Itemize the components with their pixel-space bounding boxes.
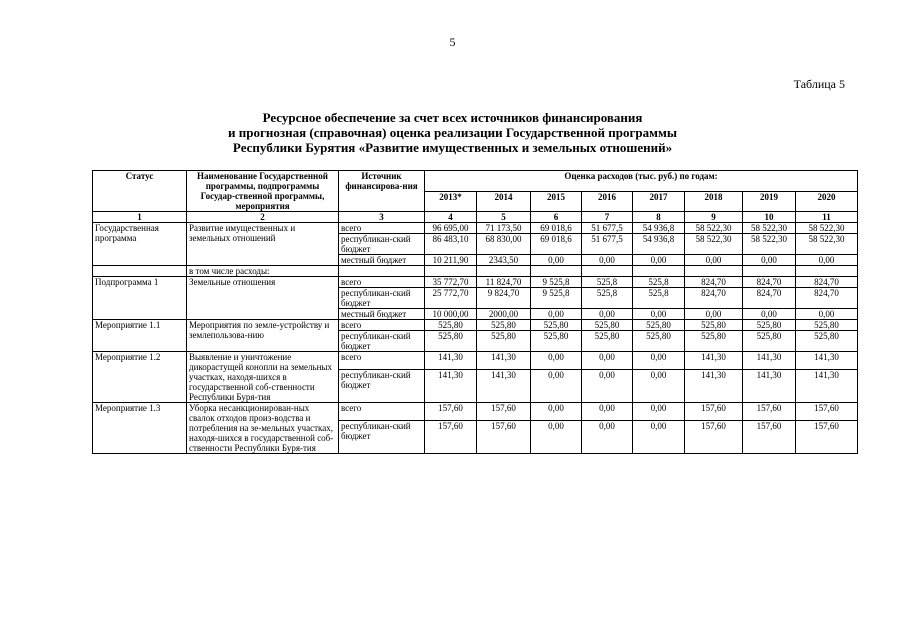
value-cell: 525,80 bbox=[743, 331, 796, 352]
value-cell: 141,30 bbox=[425, 369, 477, 402]
value-cell: 141,30 bbox=[743, 352, 796, 370]
value-cell: 0,00 bbox=[531, 255, 582, 266]
header-status: Статус bbox=[93, 171, 187, 212]
table-row bbox=[93, 320, 858, 331]
value-cell: 157,60 bbox=[425, 403, 477, 421]
value-cell: 25 772,70 bbox=[425, 288, 477, 309]
value-cell: 96 695,00 bbox=[425, 223, 477, 234]
value-cell: 0,00 bbox=[685, 309, 743, 320]
value-cell: 2000,00 bbox=[477, 309, 531, 320]
value-cell: 141,30 bbox=[477, 352, 531, 370]
column-index-row bbox=[93, 212, 858, 223]
header-year: 2015 bbox=[531, 191, 582, 212]
header-year: 2016 bbox=[582, 191, 633, 212]
value-cell: 0,00 bbox=[582, 420, 633, 453]
row-source: республикан-ский бюджет bbox=[339, 331, 425, 352]
value-cell bbox=[477, 266, 531, 277]
row-source: всего bbox=[339, 403, 425, 421]
column-index: 9 bbox=[685, 212, 743, 223]
row-name: Земельные отношения bbox=[187, 277, 339, 320]
column-index: 10 bbox=[743, 212, 796, 223]
value-cell: 525,80 bbox=[685, 331, 743, 352]
column-index: 2 bbox=[187, 212, 339, 223]
row-source: республикан-ский бюджет bbox=[339, 369, 425, 402]
value-cell: 157,60 bbox=[796, 403, 858, 421]
table-row bbox=[93, 403, 858, 421]
value-cell: 69 018,6 bbox=[531, 234, 582, 255]
value-cell: 0,00 bbox=[582, 352, 633, 370]
row-name: в том числе расходы: bbox=[187, 266, 339, 277]
value-cell: 157,60 bbox=[796, 420, 858, 453]
value-cell: 525,80 bbox=[685, 320, 743, 331]
row-source: республикан-ский бюджет bbox=[339, 234, 425, 255]
value-cell: 525,80 bbox=[582, 320, 633, 331]
value-cell: 157,60 bbox=[685, 420, 743, 453]
value-cell bbox=[633, 266, 685, 277]
column-index: 1 bbox=[93, 212, 187, 223]
value-cell: 69 018,6 bbox=[531, 223, 582, 234]
value-cell: 525,8 bbox=[582, 288, 633, 309]
value-cell: 141,30 bbox=[743, 369, 796, 402]
value-cell bbox=[685, 266, 743, 277]
header-estimate: Оценка расходов (тыс. руб.) по годам: bbox=[425, 171, 858, 192]
value-cell: 9 525,8 bbox=[531, 277, 582, 288]
value-cell: 0,00 bbox=[582, 255, 633, 266]
value-cell: 58 522,30 bbox=[743, 223, 796, 234]
row-source: всего bbox=[339, 223, 425, 234]
row-status: Мероприятие 1.1 bbox=[93, 320, 187, 352]
value-cell: 58 522,30 bbox=[685, 223, 743, 234]
value-cell: 525,8 bbox=[633, 277, 685, 288]
value-cell: 0,00 bbox=[633, 309, 685, 320]
value-cell: 525,80 bbox=[425, 320, 477, 331]
row-status: Подпрограмма 1 bbox=[93, 277, 187, 320]
title-line-3: Республики Бурятия «Развитие имущественных и земельных отношений» bbox=[232, 140, 673, 155]
column-index: 7 bbox=[582, 212, 633, 223]
value-cell bbox=[425, 266, 477, 277]
value-cell: 141,30 bbox=[685, 352, 743, 370]
column-index: 8 bbox=[633, 212, 685, 223]
table-row bbox=[93, 266, 858, 277]
value-cell: 0,00 bbox=[633, 255, 685, 266]
row-status: Мероприятие 1.2 bbox=[93, 352, 187, 403]
value-cell: 525,80 bbox=[477, 331, 531, 352]
value-cell: 824,70 bbox=[743, 288, 796, 309]
row-status: Мероприятие 1.3 bbox=[93, 403, 187, 454]
value-cell: 0,00 bbox=[796, 309, 858, 320]
value-cell: 0,00 bbox=[633, 420, 685, 453]
document-title bbox=[0, 110, 905, 155]
value-cell: 51 677,5 bbox=[582, 223, 633, 234]
value-cell: 525,80 bbox=[531, 320, 582, 331]
value-cell: 68 830,00 bbox=[477, 234, 531, 255]
table-row bbox=[93, 223, 858, 234]
value-cell: 58 522,30 bbox=[743, 234, 796, 255]
value-cell: 525,80 bbox=[582, 331, 633, 352]
value-cell: 0,00 bbox=[531, 309, 582, 320]
table-body bbox=[93, 223, 858, 454]
value-cell: 10 211,90 bbox=[425, 255, 477, 266]
value-cell: 0,00 bbox=[796, 255, 858, 266]
value-cell: 0,00 bbox=[633, 369, 685, 402]
table-label: Таблица 5 bbox=[793, 77, 845, 91]
header-year: 2020 bbox=[796, 191, 858, 212]
value-cell: 0,00 bbox=[531, 403, 582, 421]
value-cell: 157,60 bbox=[685, 403, 743, 421]
value-cell: 824,70 bbox=[685, 277, 743, 288]
value-cell: 0,00 bbox=[685, 255, 743, 266]
value-cell: 2343,50 bbox=[477, 255, 531, 266]
row-source: всего bbox=[339, 352, 425, 370]
row-status bbox=[93, 266, 187, 277]
value-cell: 10 000,00 bbox=[425, 309, 477, 320]
header-year: 2014 bbox=[477, 191, 531, 212]
value-cell: 141,30 bbox=[796, 369, 858, 402]
column-index: 5 bbox=[477, 212, 531, 223]
header-name: Наименование Государственной программы, подпрограммы Государ-ственной программы, мероприятия bbox=[187, 171, 339, 212]
row-status: Государственная программа bbox=[93, 223, 187, 266]
row-source: местный бюджет bbox=[339, 255, 425, 266]
value-cell: 0,00 bbox=[633, 403, 685, 421]
value-cell: 824,70 bbox=[796, 277, 858, 288]
value-cell: 157,60 bbox=[477, 403, 531, 421]
value-cell: 525,80 bbox=[743, 320, 796, 331]
value-cell: 0,00 bbox=[531, 420, 582, 453]
value-cell: 58 522,30 bbox=[796, 234, 858, 255]
page-number: 5 bbox=[449, 35, 456, 49]
table-row bbox=[93, 277, 858, 288]
row-source: республикан-ский бюджет bbox=[339, 288, 425, 309]
value-cell: 35 772,70 bbox=[425, 277, 477, 288]
column-index: 11 bbox=[796, 212, 858, 223]
row-source bbox=[339, 266, 425, 277]
row-name: Развитие имущественных и земельных отношений bbox=[187, 223, 339, 266]
row-source: всего bbox=[339, 277, 425, 288]
value-cell: 86 483,10 bbox=[425, 234, 477, 255]
value-cell: 0,00 bbox=[743, 309, 796, 320]
value-cell: 0,00 bbox=[633, 352, 685, 370]
value-cell bbox=[531, 266, 582, 277]
value-cell: 157,60 bbox=[743, 420, 796, 453]
value-cell: 141,30 bbox=[796, 352, 858, 370]
table-row bbox=[93, 352, 858, 370]
column-index: 4 bbox=[425, 212, 477, 223]
value-cell: 824,70 bbox=[796, 288, 858, 309]
value-cell: 51 677,5 bbox=[582, 234, 633, 255]
row-source: местный бюджет bbox=[339, 309, 425, 320]
value-cell: 824,70 bbox=[743, 277, 796, 288]
row-source: всего bbox=[339, 320, 425, 331]
value-cell: 54 936,8 bbox=[633, 234, 685, 255]
value-cell: 0,00 bbox=[582, 369, 633, 402]
value-cell: 157,60 bbox=[477, 420, 531, 453]
value-cell: 141,30 bbox=[685, 369, 743, 402]
value-cell: 11 824,70 bbox=[477, 277, 531, 288]
column-index: 6 bbox=[531, 212, 582, 223]
value-cell bbox=[743, 266, 796, 277]
value-cell: 525,80 bbox=[477, 320, 531, 331]
value-cell: 525,80 bbox=[796, 320, 858, 331]
value-cell: 525,80 bbox=[531, 331, 582, 352]
value-cell: 9 824,70 bbox=[477, 288, 531, 309]
row-name: Мероприятия по земле-устройству и землепользова-нию bbox=[187, 320, 339, 352]
value-cell: 525,80 bbox=[633, 331, 685, 352]
header-year: 2017 bbox=[633, 191, 685, 212]
value-cell: 0,00 bbox=[531, 369, 582, 402]
value-cell: 0,00 bbox=[743, 255, 796, 266]
value-cell: 58 522,30 bbox=[685, 234, 743, 255]
header-year: 2018 bbox=[685, 191, 743, 212]
resource-table bbox=[92, 170, 858, 454]
value-cell: 157,60 bbox=[425, 420, 477, 453]
value-cell: 525,80 bbox=[633, 320, 685, 331]
value-cell: 9 525,8 bbox=[531, 288, 582, 309]
value-cell: 525,8 bbox=[633, 288, 685, 309]
value-cell: 71 173,50 bbox=[477, 223, 531, 234]
row-name: Выявление и уничтожение дикорастущей конопли на земельных участках, находя-шихся в государственной соб-ственности Республики Буря-тия bbox=[187, 352, 339, 403]
value-cell bbox=[796, 266, 858, 277]
row-name: Уборка несанкционирован-ных свалок отходов произ-водства и потребления на зе-мельных участках, находя-шихся в государственной соб-ственности Республики Буря-тия bbox=[187, 403, 339, 454]
title-line-1: Ресурсное обеспечение за счет всех источников финансирования bbox=[262, 110, 643, 125]
value-cell: 54 936,8 bbox=[633, 223, 685, 234]
value-cell bbox=[582, 266, 633, 277]
header-year: 2019 bbox=[743, 191, 796, 212]
value-cell: 824,70 bbox=[685, 288, 743, 309]
value-cell: 0,00 bbox=[582, 309, 633, 320]
value-cell: 141,30 bbox=[477, 369, 531, 402]
value-cell: 157,60 bbox=[743, 403, 796, 421]
header-year: 2013* bbox=[425, 191, 477, 212]
value-cell: 525,8 bbox=[582, 277, 633, 288]
row-source: республикан-ский бюджет bbox=[339, 420, 425, 453]
value-cell: 141,30 bbox=[425, 352, 477, 370]
value-cell: 0,00 bbox=[582, 403, 633, 421]
header-source: Источник финансирова-ния bbox=[339, 171, 425, 212]
title-line-2: и прогнозная (справочная) оценка реализации Государственной программы bbox=[228, 125, 677, 140]
value-cell: 525,80 bbox=[425, 331, 477, 352]
value-cell: 525,80 bbox=[796, 331, 858, 352]
column-index: 3 bbox=[339, 212, 425, 223]
value-cell: 58 522,30 bbox=[796, 223, 858, 234]
value-cell: 0,00 bbox=[531, 352, 582, 370]
